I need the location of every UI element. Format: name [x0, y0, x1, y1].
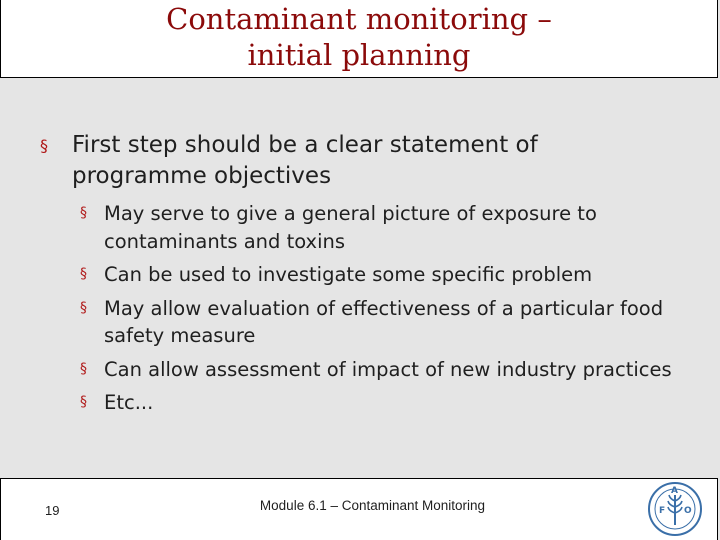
sub-bullet-list — [80, 200, 680, 423]
sub-bullet-text: Can allow assessment of impact of new industry practices — [104, 357, 672, 381]
square-bullet-icon: § — [40, 136, 48, 155]
slide-footer — [0, 478, 718, 540]
sub-bullet-text: Etc... — [104, 391, 154, 414]
sub-bullet-text: May serve to give a general picture of exposure to contaminants and toxins — [104, 202, 597, 253]
slide-title — [166, 1, 552, 73]
square-bullet-icon: § — [80, 394, 87, 410]
square-bullet-icon: § — [80, 266, 87, 282]
fao-logo — [647, 481, 703, 537]
sub-bullet-text: Can be used to investigate some specific problem — [104, 263, 593, 286]
square-bullet-icon: § — [80, 360, 87, 377]
title-box — [0, 0, 718, 78]
sub-bullet-item — [80, 200, 680, 255]
slide-body — [0, 80, 720, 476]
sub-bullet-item — [80, 389, 680, 417]
sub-bullet-item — [80, 261, 680, 289]
main-bullet-text: First step should be a clear statement of programme objectives — [72, 132, 538, 189]
sub-bullet-item — [80, 295, 680, 350]
sub-bullet-text: May allow evaluation of effectiveness of a particular food safety measure — [104, 296, 664, 347]
square-bullet-icon: § — [80, 299, 87, 316]
module-label: Module 6.1 – Contaminant Monitoring — [259, 498, 486, 513]
square-bullet-icon: § — [80, 205, 87, 221]
sub-bullet-item — [80, 356, 680, 384]
logo-letter: A — [671, 486, 678, 496]
logo-letter: O — [684, 506, 692, 516]
logo-letter: F — [659, 506, 666, 516]
title-line-1: Contaminant monitoring – — [166, 2, 552, 36]
main-bullet — [40, 130, 660, 192]
title-line-2: initial planning — [247, 38, 471, 72]
page-number: 19 — [45, 503, 60, 518]
